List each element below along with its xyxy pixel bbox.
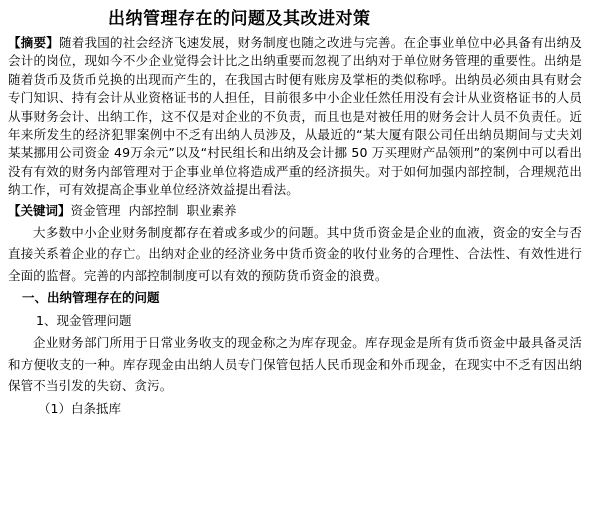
abstract-text: 随着我国的社会经济飞速发展，财务制度也随之改进与完善。在企事业单位中必具备有出纳及会计的岗位，现如今不少企业觉得会计比之出纳重要而忽视了出纳对于单位财务管理的重要性。出纳是随着货币及货币兑换的出现而产生的，在我国古时便有账房及掌柜的类似称呼。出纳员必须由具有财会专门知识、持有会计从业资格证书的人担任，目前很多中小企业任然任用没有会计从业资格证书的人员从事财务会计、出纳工作，这不仅是对企业的不负责，而且也是对被任用的财务会计人员不负责任。近年来所发生的经济犯罪案例中不乏有出纳人员涉及，从最近的“某大厦有限公司任出纳员期间与丈夫刘某某挪用公司资金 49万余元”以及“村民组长和出纳及会计挪 50 万买理财产品领刑”的案例中可以看出没有有效的财务内部管理对于企事业单位将造成严重的经济损失。对于如何加强内部控制，合理规范出纳工作，可有效提高企事业单位经济效益提出看法。 (8, 35, 582, 198)
keywords-tag: 【关键词】 (8, 202, 71, 218)
document-title: 出纳管理存在的问题及其改进对策 (108, 9, 371, 29)
abstract-tag: 【摘要】 (8, 35, 60, 50)
item-heading: （1）白条抵库 (38, 400, 121, 416)
keywords-line (8, 200, 582, 222)
keyword-item: 职业素养 (186, 202, 237, 218)
section-heading: 一、出纳管理存在的问题 (22, 290, 160, 306)
abstract-paragraph (8, 34, 582, 200)
intro-paragraph: 大多数中小企业财务制度都存在着或多或少的问题。其中货币资金是企业的血液，资金的安全与否直接关系着企业的存亡。出纳对企业的经济业务中货币资金的收付业务的合理性、合法性、有效性进行全面的监督。完善的内部控制制度可以有效的预防货币资金的浪费。 (8, 224, 582, 283)
subsection-heading: 1、现金管理问题 (36, 313, 132, 329)
keyword-item: 资金管理 (70, 202, 121, 218)
keyword-item: 内部控制 (128, 202, 179, 218)
subsection-paragraph: 企业财务部门所用于日常业务收支的现金称之为库存现金。库存现金是所有货币资金中最具备灵活和方便收支的一种。库存现金由出纳人员专门保管包括人民币现金和外币现金，在现实中不乏有因出纳保管不当引发的失窃、贪污。 (8, 335, 582, 394)
